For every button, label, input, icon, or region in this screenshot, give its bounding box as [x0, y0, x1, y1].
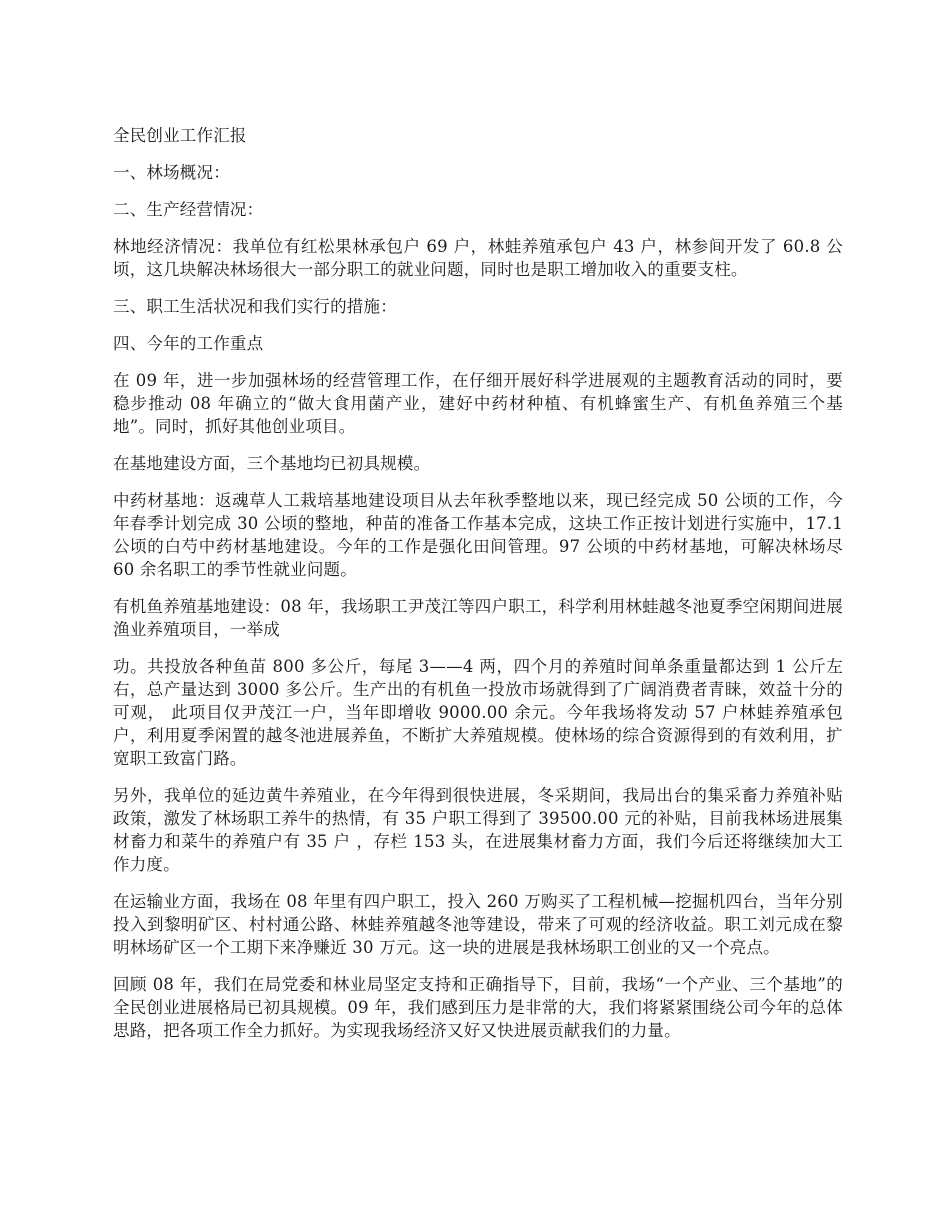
- paragraph-review: 回顾 08 年，我们在局党委和林业局坚定支持和正确指导下，目前，我场“一个产业、三个基地”的全民创业进展格局已初具规模。09 年，我们感到压力是非常的大，我们将紧紧围绕公司今年的总体思路，把各项工作全力抓好。为实现我场经济又好又快进展贡献我们的力量。: [113, 975, 843, 1040]
- paragraph-fish-base-continued: 功。共投放各种鱼苗 800 多公斤，每尾 3——4 两，四个月的养殖时间单条重量都达到 1 公斤左右，总产量达到 3000 多公斤。生产出的有机鱼一投放市场就得到了广阔消费者青睐，效益十分的可观， 此项目仅尹茂江一户，当年即增收 9000.00 余元。今年我场将发动 57 户林蛙养殖承包户，利用夏季闲置的越冬池进展养鱼，不断扩大养殖规模。使林场的综合资源得到的有效利用，扩宽职工致富门路。: [113, 657, 843, 768]
- section-heading-production: 二、生产经营情况：: [113, 200, 264, 219]
- section-heading-living-conditions: 三、职工生活状况和我们实行的措施：: [113, 297, 397, 316]
- document-body: [113, 124, 843, 1056]
- paragraph-transport: 在运输业方面，我场在 08 年里有四户职工，投入 260 万购买了工程机械—挖掘机四台，当年分别投入到黎明矿区、村村通公路、林蛙养殖越冬池等建设，带来了可观的经济收益。职工刘元成在黎明林场矿区一个工期下来净赚近 30 万元。这一块的进展是我林场职工创业的又一个亮点。: [113, 892, 843, 957]
- paragraph-cattle-farming: 另外，我单位的延边黄牛养殖业，在今年得到很快进展，冬采期间，我局出台的集采畜力养殖补贴政策，激发了林场职工养牛的热情，有 35 户职工得到了 39500.00 元的补贴，目前我林场进展集材畜力和菜牛的养殖户有 35 户 ，存栏 153 头，在进展集材畜力方面，我们今后还将继续加大工作力度。: [113, 786, 843, 874]
- section-heading-overview: 一、林场概况：: [113, 163, 230, 182]
- paragraph-herb-base: 中药材基地：返魂草人工栽培基地建设项目从去年秋季整地以来，现已经完成 50 公顷的工作，今年春季计划完成 30 公顷的整地，种苗的准备工作基本完成，这块工作正按计划进行实施中，17.1 公顷的白芍中药材基地建设。今年的工作是强化田间管理。97 公顷的中药材基地，可解决林场尽 60 余名职工的季节性就业问题。: [113, 491, 843, 579]
- paragraph-fish-base-start: 有机鱼养殖基地建设：08 年，我场职工尹茂江等四户职工，科学利用林蛙越冬池夏季空闲期间进展渔业养殖项目，一举成: [113, 597, 843, 639]
- document-title: 全民创业工作汇报: [113, 126, 247, 145]
- paragraph-2009-plan: 在 09 年，进一步加强林场的经营管理工作，在仔细开展好科学进展观的主题教育活动的同时，要稳步推动 08 年确立的“做大食用菌产业，建好中药材种植、有机蜂蜜生产、有机鱼养殖三个基地”。同时，抓好其他创业项目。: [113, 371, 843, 436]
- section-heading-work-focus: 四、今年的工作重点: [113, 334, 264, 353]
- paragraph-forest-economy: 林地经济情况：我单位有红松果林承包户 69 户，林蛙养殖承包户 43 户，林参间开发了 60.8 公顷，这几块解决林场很大一部分职工的就业问题，同时也是职工增加收入的重要支柱。: [113, 237, 843, 279]
- paragraph-base-construction: 在基地建设方面，三个基地均已初具规模。: [113, 454, 431, 473]
